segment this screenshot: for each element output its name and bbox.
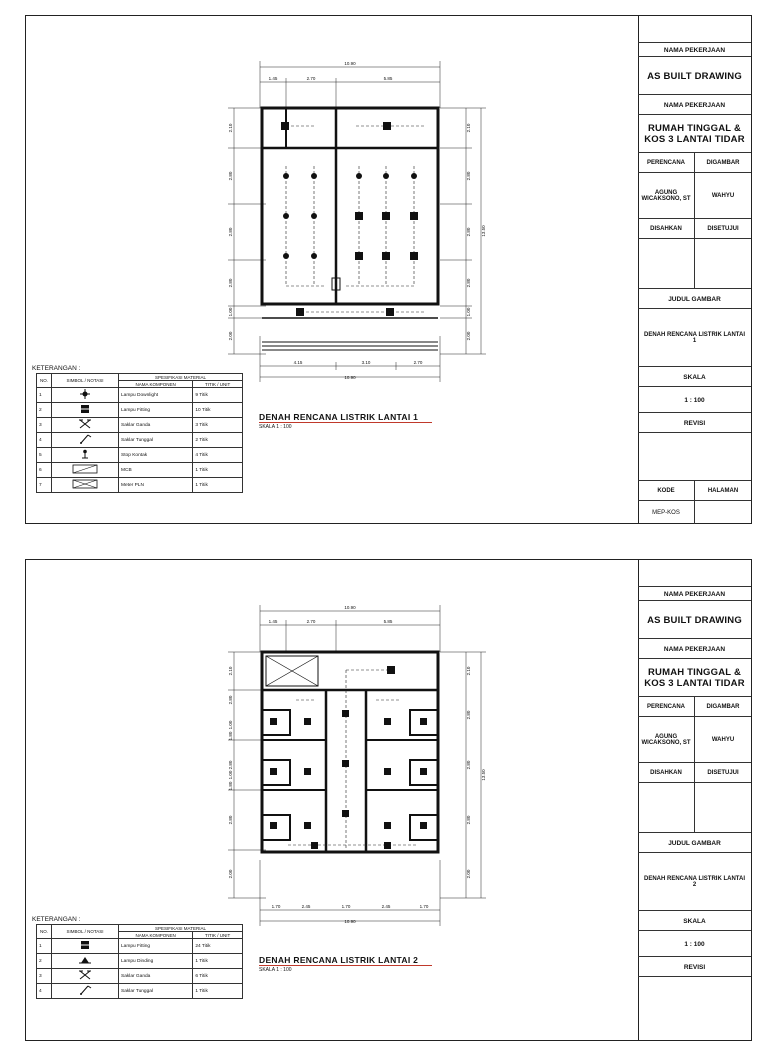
legend-row: [37, 969, 243, 984]
legend-no: 6: [37, 463, 52, 478]
scale-value: 1 : 100: [638, 386, 751, 413]
legend-no: 4: [37, 984, 52, 999]
dimension-label: 2.10: [466, 123, 471, 133]
drawing-area: [26, 16, 639, 523]
dimension-label: 2.00: [228, 331, 233, 341]
legend-component: Stop Kontak: [119, 448, 193, 463]
socket-icon: [52, 448, 119, 463]
dimension-label: 2.80: [466, 171, 471, 181]
revision-space: [638, 976, 751, 1041]
approval-labels: [638, 218, 751, 239]
project-label-2: NAMA PEKERJAAN: [638, 94, 751, 115]
approval-signatures: [638, 238, 751, 289]
fitting-lamp-icon: [52, 403, 119, 418]
role-names: [638, 172, 751, 219]
scale-label: SKALA: [638, 366, 751, 387]
approval-labels: [638, 762, 751, 783]
legend-no: 7: [37, 478, 52, 493]
role-labels: [638, 696, 751, 717]
plan-title: [259, 412, 432, 423]
planner-name: AGUNG WICAKSONO, ST: [638, 173, 695, 219]
legend-qty: 4 Titik: [193, 448, 243, 463]
drawing-area: [26, 560, 639, 1040]
planner-label: PERENCANA: [638, 697, 695, 717]
project-name: RUMAH TINGGAL & KOS 3 LANTAI TIDAR: [638, 658, 751, 696]
legend-qty: 1 Titik: [193, 463, 243, 478]
legend-title: KETERANGAN :: [32, 916, 81, 923]
agreed-label: DISETUJUI: [707, 770, 739, 776]
dimension-label: 4.15: [293, 360, 303, 365]
legend-component: Saklar Ganda: [119, 418, 193, 433]
legend-row: [37, 448, 243, 463]
scale-value: 1 : 100: [638, 930, 751, 957]
legend-row: [37, 388, 243, 403]
legend-component: MCB: [119, 463, 193, 478]
dimension-label: 2.80: [228, 815, 233, 825]
legend-component: Saklar Tunggal: [119, 984, 193, 999]
drawn-label: DIGAMBAR: [706, 704, 740, 710]
approval-signatures: [638, 782, 751, 833]
legend-no: 2: [37, 403, 52, 418]
legend-header-spec: SPESIFIKASI MATERIAL: [119, 374, 243, 381]
dimension-label: 10.90: [344, 919, 356, 924]
legend-qty: 2 Titik: [193, 433, 243, 448]
dimension-label: 1.70: [271, 904, 281, 909]
legend-no: 1: [37, 388, 52, 403]
downlight-lamp-icon: [52, 388, 119, 403]
legend-component: Lampu Fitting: [119, 403, 193, 418]
legend-qty: 1 Titik: [193, 478, 243, 493]
plan-title-text: DENAH RENCANA LISTRIK LANTAI 2: [259, 955, 432, 966]
legend-row: [37, 984, 243, 999]
drawing-title-label: JUDUL GAMBAR: [638, 832, 751, 853]
legend-qty: 1 Titik: [193, 954, 243, 969]
legend-row: [37, 463, 243, 478]
dimension-label: 5.85: [383, 619, 393, 624]
legend-component: Lampu Dinding: [119, 954, 193, 969]
legend-qty: 9 Titik: [193, 388, 243, 403]
agreed-label: DISETUJUI: [707, 226, 739, 232]
approved-label: DISAHKAN: [638, 219, 695, 239]
legend-component: Saklar Tunggal: [119, 433, 193, 448]
dimension-label: 1.00: [228, 307, 233, 317]
dimension-label: 5.85: [383, 76, 393, 81]
dimension-label: 2.80: [228, 171, 233, 181]
drawn-name: WAHYU: [711, 193, 735, 199]
dimension-label: 2.00: [466, 869, 471, 879]
legend-qty: 6 Titik: [193, 969, 243, 984]
project-label-2: NAMA PEKERJAAN: [638, 638, 751, 659]
dimension-label: 3.10: [361, 360, 371, 365]
planner-label: PERENCANA: [638, 153, 695, 173]
plan-scale: SKALA 1 : 100: [259, 967, 292, 973]
dimension-label: 2.70: [306, 619, 316, 624]
plan-title-text: DENAH RENCANA LISTRIK LANTAI 1: [259, 412, 432, 423]
drawing-sheet-lantai-1: [25, 15, 752, 524]
mcb-icon: [52, 463, 119, 478]
legend-header-component: NAMA KOMPONEN: [119, 381, 193, 388]
legend-row: [37, 418, 243, 433]
dimension-label: 2.80: [228, 695, 233, 705]
legend-no: 1: [37, 939, 52, 954]
legend-qty: 3 Titik: [193, 418, 243, 433]
legend-row: [37, 403, 243, 418]
dimension-label: 1.45: [268, 619, 278, 624]
legend-row: [37, 939, 243, 954]
legend-qty: 24 Titik: [193, 939, 243, 954]
dimension-label: 2.80: [466, 278, 471, 288]
role-labels: [638, 152, 751, 173]
fitting-lamp-icon: [52, 939, 119, 954]
project-name: RUMAH TINGGAL & KOS 3 LANTAI TIDAR: [638, 114, 751, 152]
revision-space: [638, 432, 751, 481]
dimension-label: 1.45: [268, 76, 278, 81]
dimension-label: 1.70: [419, 904, 429, 909]
dimension-label: 1.00: [228, 770, 233, 780]
title-block: [638, 560, 751, 1040]
dimension-label: 1.00: [228, 720, 233, 730]
plan-title: [259, 955, 432, 966]
dimension-label: 2.80: [228, 760, 233, 770]
code-values: [638, 500, 751, 524]
dimension-label: 13.50: [481, 225, 486, 237]
dimension-label: 2.80: [228, 227, 233, 237]
legend-no: 3: [37, 418, 52, 433]
title-block: [638, 16, 751, 523]
revision-label: REVISI: [638, 412, 751, 433]
dimension-label: 13.50: [481, 769, 486, 781]
dimension-label: 1.70: [341, 904, 351, 909]
dimension-label: 2.80: [466, 710, 471, 720]
project-label: NAMA PEKERJAAN: [638, 586, 751, 601]
dimension-label: 2.45: [301, 904, 311, 909]
revision-label: REVISI: [638, 956, 751, 977]
planner-name: AGUNG WICAKSONO, ST: [638, 717, 695, 763]
code-label: KODE: [638, 481, 695, 501]
legend-header-no: NO.: [37, 925, 52, 939]
legend-component: Meter PLN: [119, 478, 193, 493]
code-labels: [638, 480, 751, 501]
legend-header-component: NAMA KOMPONEN: [119, 932, 193, 939]
dimension-label: 2.00: [466, 331, 471, 341]
legend-table: [36, 924, 243, 999]
dimension-label: 1.80: [228, 781, 233, 791]
plan-scale: SKALA 1 : 100: [259, 424, 292, 430]
legend-header-symbol: SIMBOL / NOTASI: [52, 374, 119, 388]
dimension-label: 2.70: [413, 360, 423, 365]
legend-header-no: NO.: [37, 374, 52, 388]
approved-label: DISAHKAN: [638, 763, 695, 783]
role-names: [638, 716, 751, 763]
legend-qty: 1 Titik: [193, 984, 243, 999]
drawing-type: AS BUILT DRAWING: [638, 600, 751, 639]
legend-component: Saklar Ganda: [119, 969, 193, 984]
legend-header-point: TITIK / UNIT: [193, 381, 243, 388]
legend-header-spec: SPESIFIKASI MATERIAL: [119, 925, 243, 932]
pln-meter-icon: [52, 478, 119, 493]
legend-header-point: TITIK / UNIT: [193, 932, 243, 939]
legend-table: [36, 373, 243, 493]
drawn-name: WAHYU: [711, 737, 735, 743]
page-label: HALAMAN: [707, 488, 739, 494]
dimension-label: 2.70: [306, 76, 316, 81]
legend-row: [37, 954, 243, 969]
dimension-label: 2.00: [228, 869, 233, 879]
dimension-label: 2.80: [466, 760, 471, 770]
single-switch-icon: [52, 433, 119, 448]
dimension-label: 2.80: [466, 227, 471, 237]
scale-label: SKALA: [638, 910, 751, 931]
drawing-title: DENAH RENCANA LISTRIK LANTAI 1: [638, 308, 751, 366]
double-switch-icon: [52, 418, 119, 433]
legend-no: 2: [37, 954, 52, 969]
dimension-label: 2.45: [381, 904, 391, 909]
dimension-label: 2.80: [228, 278, 233, 288]
code-value: MEP-KOS: [638, 501, 695, 524]
legend-no: 4: [37, 433, 52, 448]
dimension-label: 10.90: [344, 605, 356, 610]
drawing-title: DENAH RENCANA LISTRIK LANTAI 2: [638, 852, 751, 910]
double-switch-icon: [52, 969, 119, 984]
legend-component: Lampu Fitting: [119, 939, 193, 954]
dimension-label: 2.10: [228, 123, 233, 133]
project-label: NAMA PEKERJAAN: [638, 42, 751, 57]
dimension-label: 10.90: [344, 61, 356, 66]
drawing-type: AS BUILT DRAWING: [638, 56, 751, 95]
legend-qty: 10 Titik: [193, 403, 243, 418]
dimension-label: 2.10: [228, 666, 233, 676]
legend-title: KETERANGAN :: [32, 365, 81, 372]
dimension-label: 1.00: [466, 307, 471, 317]
single-switch-icon: [52, 984, 119, 999]
dimension-label: 2.80: [466, 815, 471, 825]
wall-lamp-icon: [52, 954, 119, 969]
legend-no: 5: [37, 448, 52, 463]
legend-header-symbol: SIMBOL / NOTASI: [52, 925, 119, 939]
drawn-label: DIGAMBAR: [706, 160, 740, 166]
drawing-sheet-lantai-2: [25, 559, 752, 1041]
legend-row: [37, 433, 243, 448]
dimension-label: 2.10: [466, 666, 471, 676]
drawing-title-label: JUDUL GAMBAR: [638, 288, 751, 309]
dimension-label: 1.80: [228, 731, 233, 741]
dimension-label: 10.90: [344, 375, 356, 380]
legend-row: [37, 478, 243, 493]
legend-component: Lampu Downlight: [119, 388, 193, 403]
legend-no: 3: [37, 969, 52, 984]
